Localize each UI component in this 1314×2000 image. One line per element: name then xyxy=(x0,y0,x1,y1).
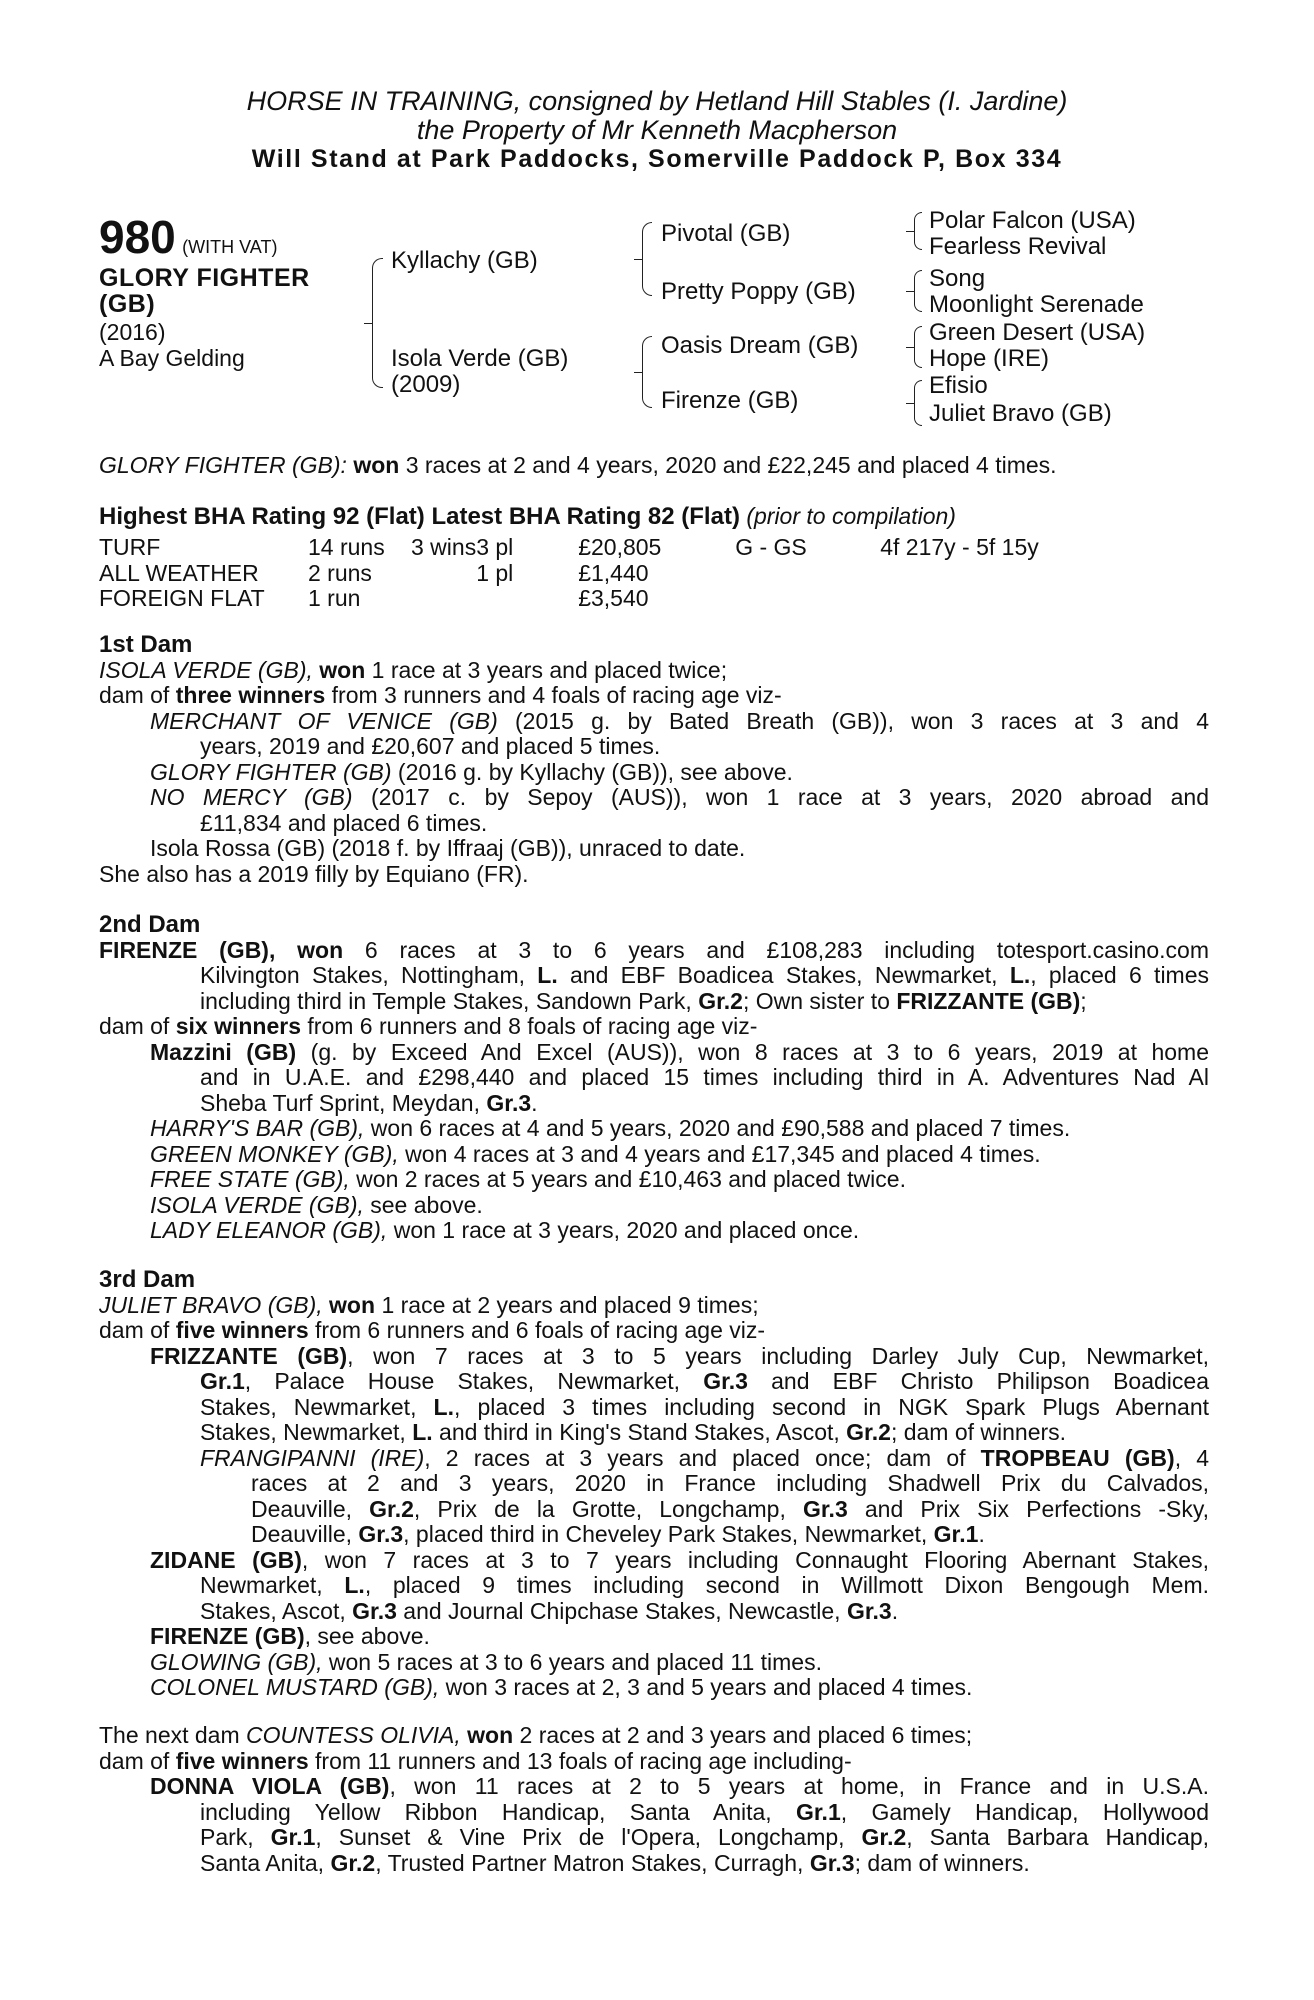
produce-line: ZIDANE (GB), won 7 races at 3 to 7 years including Connaught Flooring Abernant Stakes, xyxy=(150,1546,1209,1573)
brace-g4 xyxy=(914,380,922,426)
pedigree-dam-year: (2009) xyxy=(391,371,461,398)
produce-line: Newmarket, L., placed 9 times including second in Willmott Dixon Bengough Mem. xyxy=(200,1572,1210,1598)
pedigree-dam-sire: Oasis Dream (GB) xyxy=(661,332,859,359)
third-dam-section xyxy=(99,1267,1209,1701)
produce-line: Deauville, Gr.2, Prix de la Grotte, Longchamp, Gr.3 and Prix Six Perfections -Sky, xyxy=(251,1495,1210,1522)
dam-line: FIRENZE (GB), won 6 races at 3 to 6 years and £108,283 including totesport.casino.com xyxy=(99,936,1209,963)
brace-g3 xyxy=(914,326,922,368)
produce-line: races at 2 and 3 years, 2020 in France including Shadwell Prix du Calvados, xyxy=(251,1470,1209,1496)
produce-line: DONNA VIOLA (GB), won 11 races at 2 to 5 years at home, in France and in U.S.A. xyxy=(150,1773,1209,1799)
produce-line: FRIZZANTE (GB), won 7 races at 3 to 5 years including Darley July Cup, Newmarket, xyxy=(150,1342,1209,1369)
produce-line: FRANGIPANNI (IRE), 2 races at 3 years and placed once; dam of TROPBEAU (GB), 4 xyxy=(200,1444,1209,1471)
pedigree-g8: Juliet Bravo (GB) xyxy=(929,400,1112,427)
pedigree-g5: Green Desert (USA) xyxy=(929,319,1146,346)
produce-line: Gr.1, Palace House Stakes, Newmarket, Gr.3 and EBF Christo Philipson Boadicea xyxy=(200,1368,1210,1394)
pedigree-g4: Moonlight Serenade xyxy=(929,291,1144,318)
produce-line: NO MERCY (GB) (2017 c. by Sepoy (AUS)), won 1 race at 3 years, 2020 abroad and xyxy=(150,784,1209,810)
produce-line: She also has a 2019 filly by Equiano (FR). xyxy=(99,860,529,887)
section-heading: 2nd Dam xyxy=(99,911,201,938)
produce-line: HARRY'S BAR (GB), won 6 races at 4 and 5 years, 2020 and £90,588 and placed 7 times. xyxy=(150,1115,1071,1141)
produce-line: Isola Rossa (GB) (2018 f. by Iffraaj (GB)), unraced to date. xyxy=(150,835,746,861)
produce-line: LADY ELEANOR (GB), won 1 race at 3 years, 2020 and placed once. xyxy=(150,1217,860,1243)
produce-line: ISOLA VERDE (GB), see above. xyxy=(150,1191,483,1218)
pedigree-g1: Polar Falcon (USA) xyxy=(929,207,1136,234)
race-stats-table xyxy=(99,535,1039,612)
brace-g1 xyxy=(914,212,922,250)
produce-line: Deauville, Gr.3, placed third in Cheveley Park Stakes, Newmarket, Gr.1. xyxy=(251,1521,985,1547)
bha-ratings: Highest BHA Rating 92 (Flat) Latest BHA Rating 82 (Flat) (prior to compilation) xyxy=(99,503,956,530)
produce-line: FREE STATE (GB), won 2 races at 5 years and £10,463 and placed twice. xyxy=(150,1166,906,1192)
header-consignor: HORSE IN TRAINING, consigned by Hetland Hill Stables (I. Jardine) xyxy=(246,86,1068,116)
produce-line: £11,834 and placed 6 times. xyxy=(200,809,488,836)
pedigree-sire-sire: Pivotal (GB) xyxy=(661,220,791,247)
lot-number: 980 xyxy=(99,211,176,263)
pedigree-sire: Kyllachy (GB) xyxy=(391,247,538,274)
first-dam-section xyxy=(99,632,1209,887)
produce-line: Stakes, Newmarket, L., placed 3 times including second in NGK Spark Plugs Abernant xyxy=(200,1393,1209,1420)
produce-line: years, 2019 and £20,607 and placed 5 times. xyxy=(200,733,661,759)
table-row: ALL WEATHER 2 runs 1 pl £1,440 xyxy=(99,559,649,586)
horse-description: A Bay Gelding xyxy=(99,345,245,371)
produce-line: GREEN MONKEY (GB), won 4 races at 3 and 4 years and £17,345 and placed 4 times. xyxy=(150,1140,1041,1167)
pedigree-dam-dam: Firenze (GB) xyxy=(661,387,799,414)
table-row: FOREIGN FLAT 1 run £3,540 xyxy=(99,585,649,612)
brace-g2 xyxy=(914,270,922,312)
brace-gen1 xyxy=(372,258,383,388)
produce-line: Mazzini (GB) (g. by Exceed And Excel (AUS)), won 8 races at 3 to 6 years, 2019 at home xyxy=(150,1038,1210,1065)
dam-line: JULIET BRAVO (GB), won 1 race at 2 years and placed 9 times; xyxy=(99,1291,759,1318)
produce-line: and in U.A.E. and £298,440 and placed 15 times including third in A. Adventures Nad Al xyxy=(200,1064,1209,1090)
pedigree-g2: Fearless Revival xyxy=(929,233,1107,260)
horse-year: (2016) xyxy=(99,319,166,345)
produce-line: Sheba Turf Sprint, Meydan, Gr.3. xyxy=(200,1089,538,1116)
section-heading: 3rd Dam xyxy=(99,1266,196,1293)
produce-line: including Yellow Ribbon Handicap, Santa Anita, Gr.1, Gamely Handicap, Hollywood xyxy=(200,1798,1209,1825)
dam-line: The next dam COUNTESS OLIVIA, won 2 races at 2 and 3 years and placed 6 times; xyxy=(99,1722,973,1748)
dam-line: dam of five winners from 11 runners and 13 foals of racing age including- xyxy=(99,1747,852,1774)
brace-dam xyxy=(642,336,652,408)
produce-line: MERCHANT OF VENICE (GB) (2015 g. by Bated Breath (GB)), won 3 races at 3 and 4 xyxy=(150,707,1209,734)
dam-line: Kilvington Stakes, Nottingham, L. and EBF Boadicea Stakes, Newmarket, L., placed 6 times xyxy=(200,962,1210,988)
dam-line: dam of six winners from 6 runners and 8 foals of racing age viz- xyxy=(99,1013,758,1039)
header-location: Will Stand at Park Paddocks, Somerville Paddock P, Box 334 xyxy=(251,145,1063,173)
produce-line: Park, Gr.1, Sunset & Vine Prix de l'Opera, Longchamp, Gr.2, Santa Barbara Handicap, xyxy=(200,1824,1210,1850)
table-row: TURF 14 runs 3 wins 3 pl £20,805 G - GS 4f 217y - 5f 15y xyxy=(99,534,1039,561)
next-dam-section xyxy=(99,1723,1209,1876)
produce-line: COLONEL MUSTARD (GB), won 3 races at 2, 3 and 5 years and placed 4 times. xyxy=(150,1674,973,1700)
pedigree-sire-dam: Pretty Poppy (GB) xyxy=(661,278,856,305)
vat-note: (WITH VAT) xyxy=(182,237,278,257)
brace-sire xyxy=(642,222,652,296)
horse-country: (GB) xyxy=(99,290,156,318)
produce-line: GLORY FIGHTER (GB) (2016 g. by Kyllachy (GB)), see above. xyxy=(150,758,793,785)
pedigree-g7: Efisio xyxy=(929,372,988,399)
header-owner: the Property of Mr Kenneth Macpherson xyxy=(416,115,898,145)
dam-line: ISOLA VERDE (GB), won 1 race at 3 years and placed twice; xyxy=(99,656,728,683)
dam-line: including third in Temple Stakes, Sandown Park, Gr.2; Own sister to FRIZZANTE (GB); xyxy=(200,987,1087,1014)
produce-line: GLOWING (GB), won 5 races at 3 to 6 years and placed 11 times. xyxy=(150,1648,822,1675)
section-heading: 1st Dam xyxy=(99,631,193,658)
pedigree-g6: Hope (IRE) xyxy=(929,345,1050,372)
produce-line: Santa Anita, Gr.2, Trusted Partner Matron Stakes, Curragh, Gr.3; dam of winners. xyxy=(200,1849,1030,1876)
produce-line: Stakes, Newmarket, L. and third in King's Stand Stakes, Ascot, Gr.2; dam of winners. xyxy=(200,1419,1067,1445)
pedigree-g3: Song xyxy=(929,265,986,292)
dam-line: dam of five winners from 6 runners and 6 foals of racing age viz- xyxy=(99,1317,766,1343)
produce-line: FIRENZE (GB), see above. xyxy=(150,1623,430,1649)
produce-line: Stakes, Ascot, Gr.3 and Journal Chipchase Stakes, Newcastle, Gr.3. xyxy=(200,1597,899,1624)
dam-line: dam of three winners from 3 runners and 4 foals of racing age viz- xyxy=(99,682,782,708)
pedigree-dam: Isola Verde (GB) xyxy=(391,345,569,372)
race-summary: GLORY FIGHTER (GB): won 3 races at 2 and 4 years, 2020 and £22,245 and placed 4 times. xyxy=(99,452,1057,478)
lot-number-line xyxy=(99,211,278,263)
second-dam-section xyxy=(99,912,1209,1244)
horse-name: GLORY FIGHTER xyxy=(99,264,310,292)
